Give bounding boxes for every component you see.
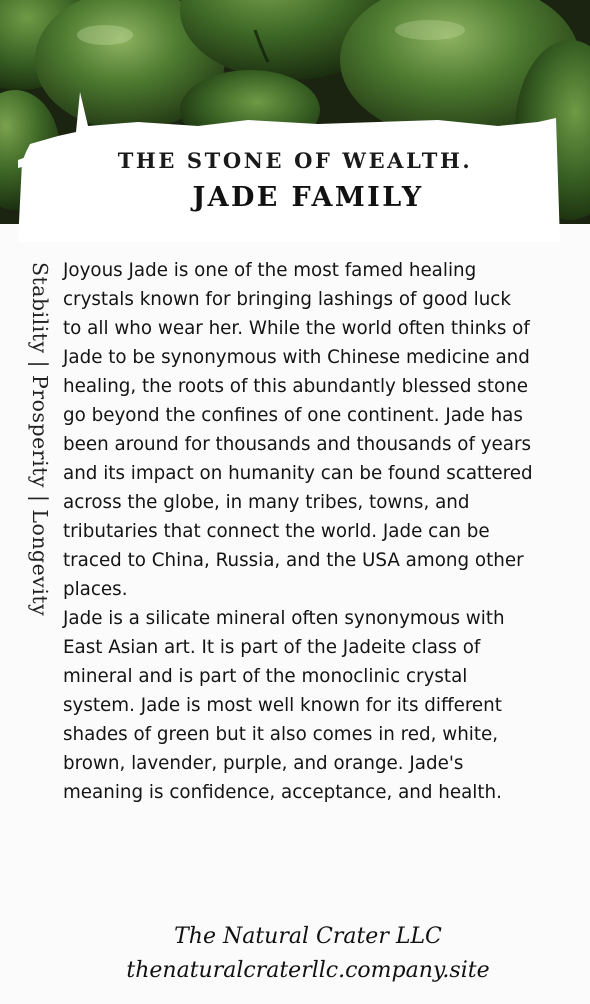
side-keywords: Stability | Prosperity | Longevity <box>28 262 52 617</box>
website-link[interactable]: thenaturalcraterllc.company.site <box>126 958 490 983</box>
header-title: JADE FAMILY <box>192 182 424 213</box>
footer <box>0 920 590 988</box>
header-subtitle: THE STONE OF WEALTH. <box>117 148 473 173</box>
description <box>63 256 533 807</box>
company-name: The Natural Crater LLC <box>174 924 442 949</box>
description-paragraph-2: Jade is a silicate mineral often synonymous with East Asian art. It is part of the Jadeite class of mineral and is part of the monoclinic crystal system. Jade is most well known for its different shades of green but it also comes in red, white, brown, lavender, purple, and orange. Jade's meaning is confidence, acceptance, and health. <box>63 608 505 803</box>
description-paragraph-1: Joyous Jade is one of the most famed healing crystals known for bringing lashings of good luck to all who wear her. While the world often thinks of Jade to be synonymous with Chinese medicine and healing, the roots of this abundantly blessed stone go beyond the confines of one continent. Jade has been around for thousands and thousands of years and its impact on humanity can be found scattered across the globe, in many tribes, towns, and tributaries that connect the world. Jade can be traced to China, Russia, and the USA among other places. <box>63 260 533 600</box>
